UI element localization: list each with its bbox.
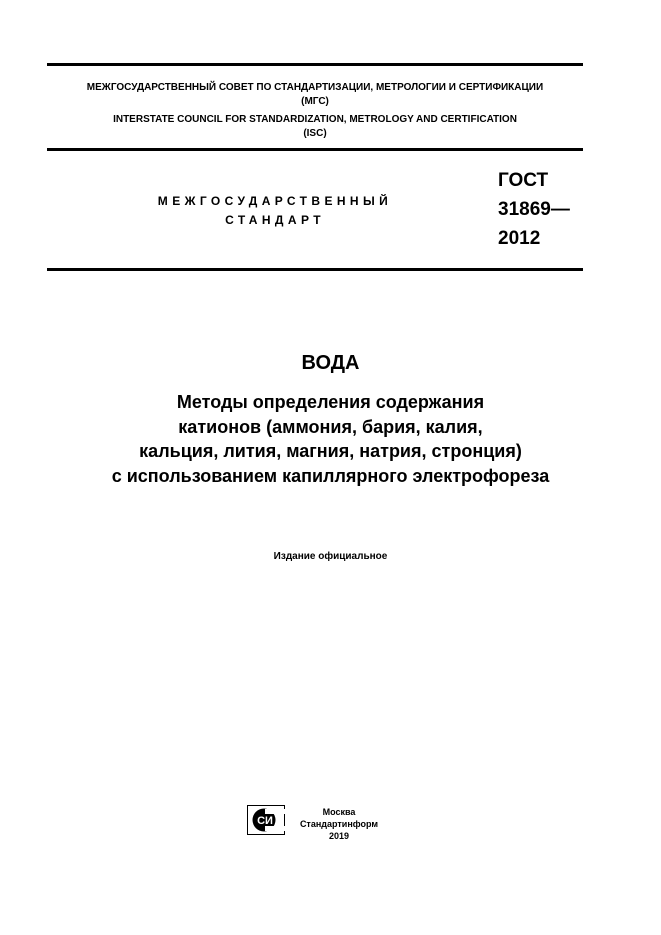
document-title: ВОДА [301, 352, 360, 374]
council-ru-name: МЕЖГОСУДАРСТВЕННЫЙ СОВЕТ ПО СТАНДАРТИЗАЦИИ, МЕТРОЛОГИИ И СЕРТИФИКАЦИИ [86, 82, 544, 93]
document-subtitle [47, 390, 614, 488]
publisher-city: Москва [322, 807, 356, 817]
council-en [47, 113, 583, 141]
publisher-logo-text: СИ [257, 815, 273, 827]
header-rule [47, 148, 583, 151]
standard-label [150, 192, 400, 230]
subtitle-line: с использованием капиллярного электрофореза [111, 465, 550, 486]
council-en-name: INTERSTATE COUNCIL FOR STANDARDIZATION, METROLOGY AND CERTIFICATION [113, 114, 517, 125]
gost-year: 2012 [498, 228, 541, 249]
publisher-logo-graphic [247, 805, 285, 835]
council-ru-abbr: (МГС) [301, 96, 329, 107]
council-ru [47, 81, 583, 109]
standard-label-line1: МЕЖГОСУДАРСТВЕННЫЙ [157, 194, 393, 208]
gost-designation [498, 166, 570, 253]
publisher-year: 2019 [328, 831, 350, 841]
standard-label-line2: СТАНДАРТ [225, 213, 325, 227]
gost-number: 31869— [498, 199, 570, 220]
council-en-abbr: (ISC) [303, 128, 327, 139]
publisher-logo-icon [247, 805, 285, 835]
top-rule [47, 63, 583, 66]
publisher-name: Стандартинформ [299, 819, 379, 829]
subtitle-line: катионов (аммония, бария, калия, [178, 416, 483, 437]
subtitle-line: Методы определения содержания [176, 392, 485, 412]
edition-note: Издание официальное [273, 551, 388, 562]
standard-rule [47, 268, 583, 271]
subtitle-line: кальция, лития, магния, натрия, стронция) [139, 441, 522, 461]
gost-prefix: ГОСТ [498, 170, 549, 191]
publisher-info [298, 806, 380, 842]
